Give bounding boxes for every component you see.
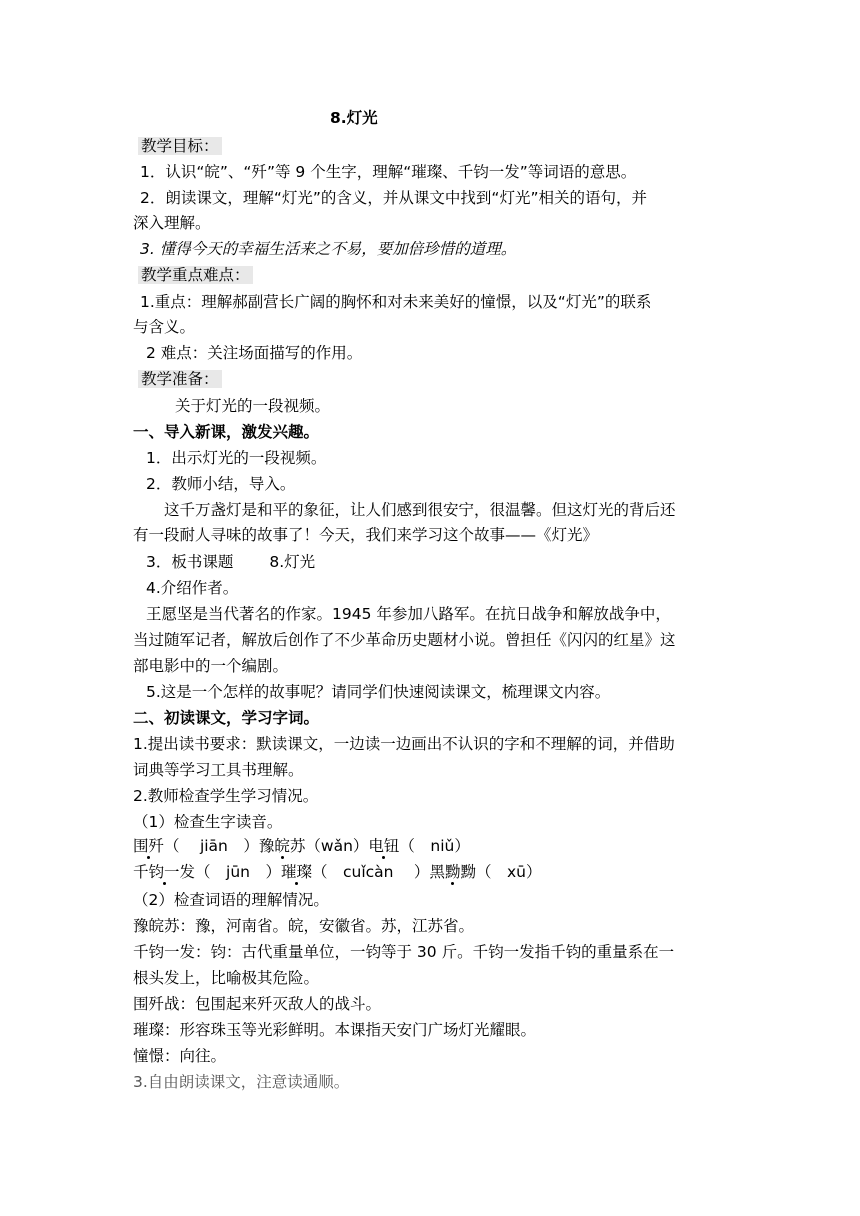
- section-1-paragraph-1: 这千万盏灯是和平的象征，让人们感到很安宁，很温馨。但这灯光的背后还: [164, 501, 676, 519]
- goal-item-3: 3. 懂得今天的幸福生活来之不易，要加倍珍惜的道理。: [140, 240, 517, 258]
- pinyin-jun: （ jūn ）: [195, 863, 281, 881]
- definition-qianjunyifa-cont: 根头发上，比喻极其危险。: [133, 969, 320, 987]
- key-item-1: 1.重点：理解郝副营长广阔的胸怀和对未来美好的憧憬，以及“灯光”的联系: [140, 293, 652, 311]
- word-weijian: 围歼: [133, 837, 165, 855]
- step-3-label: 3．板书课题: [146, 553, 234, 571]
- key-heading: 教学重点难点：: [138, 265, 253, 285]
- page-title: 8.灯光: [330, 109, 378, 127]
- section-2-step-2: 2.教师检查学生学习情况。: [133, 787, 319, 805]
- section-1-step-2: 2．教师小结，导入。: [146, 475, 296, 493]
- pinyin-row-2: [133, 862, 541, 882]
- goal-item-2-cont: 深入理解。: [133, 214, 211, 232]
- section-2-heading: 二、初读课文，学习字词。: [133, 709, 320, 727]
- author-intro-cont-2: 部电影中的一个编剧。: [133, 657, 289, 675]
- prep-heading: 教学准备：: [138, 369, 222, 389]
- definition-chongjing: 憧憬：向往。: [133, 1047, 227, 1065]
- section-1-paragraph-1-cont: 有一段耐人寻味的故事了！今天，我们来学习这个故事——《灯光》: [133, 526, 599, 544]
- section-2-sub-1: （1）检查生字读音。: [133, 813, 283, 831]
- definition-weijianzhan: 围歼战：包围起来歼灭敌人的战斗。: [133, 995, 382, 1013]
- section-2-step-1: 1.提出读书要求：默读课文，一边读一边画出不认识的字和不理解的词，并借助: [133, 735, 675, 753]
- section-2-step-3: 3.自由朗读课文，注意读通顺。: [133, 1073, 350, 1091]
- word-yuwansu: 豫皖苏: [258, 837, 306, 855]
- goal-item-2: 2．朗读课文，理解“灯光”的含义，并从课文中找到“灯光”相关的语句，并: [140, 189, 647, 207]
- step-3-title: 8.灯光: [269, 553, 316, 571]
- word-dianniu: 电钮: [368, 837, 400, 855]
- author-intro: 王愿坚是当代著名的作家。1945 年参加八路军。在抗日战争和解放战争中，: [146, 605, 671, 623]
- word-qianjunyifa: 千钧一发: [133, 863, 196, 881]
- definition-qianjunyifa: 千钧一发：钧：古代重量单位，一钧等于 30 斤。千钧一发指千钧的重量系在一: [133, 943, 675, 961]
- goal-heading: 教学目标：: [138, 136, 222, 156]
- pinyin-xu: （ xū）: [475, 863, 542, 881]
- pinyin-cuican: （ cuǐcàn ）: [312, 863, 430, 881]
- word-cuican: 璀璨: [280, 863, 312, 881]
- section-1-step-3: [146, 552, 315, 572]
- pinyin-row-1: [133, 836, 470, 856]
- definition-cuican: 璀璨：形容珠玉等光彩鲜明。本课指天安门广场灯光耀眼。: [133, 1021, 537, 1039]
- section-1-step-1: 1．出示灯光的一段视频。: [146, 449, 327, 467]
- section-1-step-4: 4.介绍作者。: [146, 579, 239, 597]
- pinyin-niu: （ niǔ）: [399, 837, 470, 855]
- key-item-2: 2 难点：关注场面描写的作用。: [146, 344, 363, 362]
- section-2-step-1-cont: 词典等学习工具书理解。: [133, 761, 304, 779]
- section-1-step-5: 5.这是一个怎样的故事呢？请同学们快速阅读课文，梳理课文内容。: [146, 683, 611, 701]
- author-intro-cont-1: 当过随军记者，解放后创作了不少革命历史题材小说。曾担任《闪闪的红星》这: [133, 631, 676, 649]
- key-item-1-cont: 与含义。: [133, 318, 196, 336]
- definition-yuwansu: 豫皖苏：豫，河南省。皖，安徽省。苏，江苏省。: [133, 917, 475, 935]
- pinyin-jian: （ jiān ）: [164, 837, 259, 855]
- pinyin-wan: （wǎn）: [305, 837, 369, 855]
- section-1-heading: 一、导入新课，激发兴趣。: [133, 423, 320, 441]
- goal-item-1: 1．认识“皖”、“歼”等 9 个生字，理解“璀璨、千钧一发”等词语的意思。: [140, 163, 637, 181]
- prep-item: 关于灯光的一段视频。: [175, 397, 331, 415]
- section-2-sub-2: （2）检查词语的理解情况。: [133, 891, 329, 909]
- word-heixuxu: 黑黝黝: [429, 863, 476, 881]
